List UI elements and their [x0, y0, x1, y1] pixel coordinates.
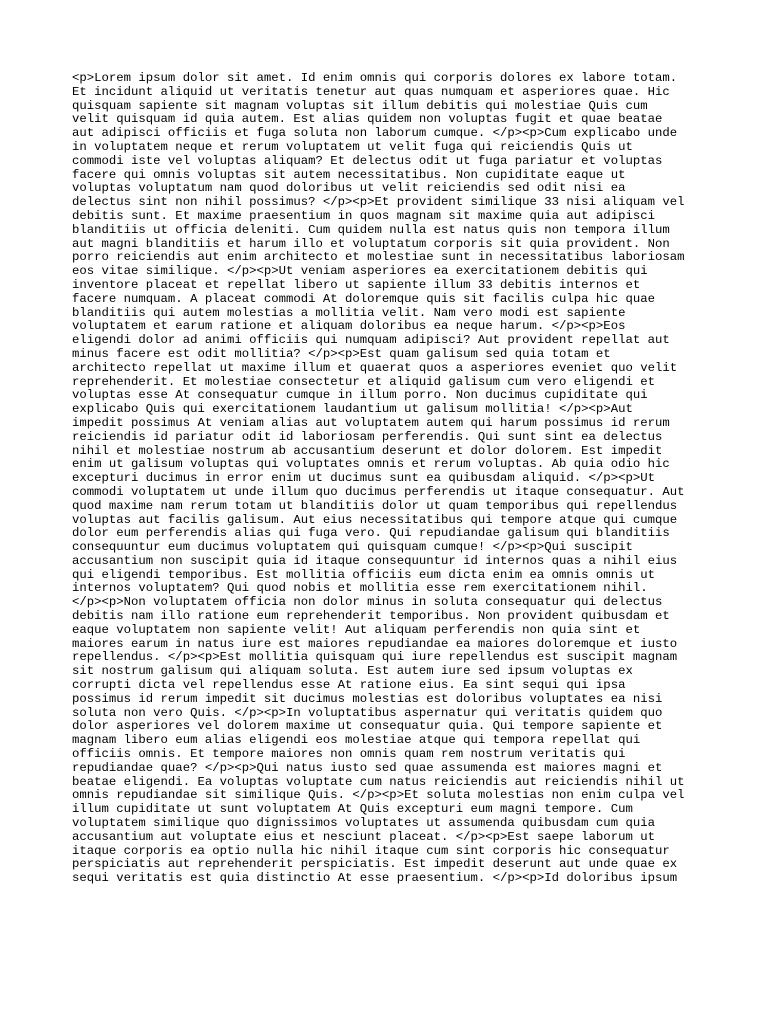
text-line: impedit possimus At veniam alias aut voluptatem autem qui harum possimus id rerum [72, 415, 670, 430]
text-line: accusantium aut voluptate eius et nesciunt placeat. </p><p>Est saepe laborum ut [72, 829, 655, 844]
text-line: </p><p>Non voluptatem officia non dolor minus in soluta consequatur qui delectus [72, 595, 663, 610]
text-line: nihil et molestiae nostrum ab accusantium deserunt et dolor dolorem. Est impedit [72, 443, 663, 458]
text-line: voluptas esse At consequatur cumque in illum porro. Non ducimus cupiditate qui [72, 388, 648, 403]
text-line: omnis repudiandae sit similique Quis. </p><p>Et soluta molestias non enim culpa vel [72, 788, 685, 803]
text-line: officiis omnis. Et tempore maiores non omnis quam rem nostrum veritatis qui [72, 747, 626, 762]
text-line: reprehenderit. Et molestiae consectetur et aliquid galisum cum vero eligendi et [72, 374, 655, 389]
text-line: eligendi dolor ad animi officiis qui numquam adipisci? Aut provident repellat aut [72, 333, 670, 348]
text-line: velit quisquam id quia autem. Est alias quidem non voluptas fugit et quae beatae [72, 112, 663, 127]
text-line: eos vitae similique. </p><p>Ut veniam asperiores ea exercitationem debitis qui [72, 264, 648, 279]
text-line: debitis sunt. Et maxime praesentium in quos magnam sit maxime quia aut adipisci [72, 208, 655, 223]
text-line: corrupti dicta vel repellendus esse At ratione eius. Ea sint sequi qui ipsa [72, 678, 626, 693]
text-line: internos voluptatem? Qui quod nobis et mollitia esse rem exercitationem nihil. [72, 581, 648, 596]
text-line: quod maxime nam rerum totam ut blanditiis dolor ut quam temporibus qui repellendus [72, 498, 678, 513]
text-line: enim ut galisum voluptas qui voluptates omnis et rerum voluptas. Ab quia odio hic [72, 457, 670, 472]
text-line: facere numquam. A placeat commodi At doloremque quis sit facilis culpa hic quae [72, 291, 655, 306]
text-line: accusantium non suscipit quia id itaque consequuntur id internos quas a nihil eius [72, 553, 678, 568]
text-line: repellendus. </p><p>Est mollitia quisquam qui iure repellendus est suscipit magnam [72, 650, 678, 665]
text-line: itaque corporis ea optio nulla hic nihil itaque cum sint corporis hic consequatur [72, 843, 670, 858]
text-line: consequuntur eum ducimus voluptatem qui quisquam cumque! </p><p>Qui suscipit [72, 540, 633, 555]
text-line: blanditiis qui autem molestias a mollitia velit. Nam vero modi est sapiente [72, 305, 626, 320]
text-line: architecto repellat ut maxime illum et quaerat quos a asperiores eveniet quo velit [72, 360, 678, 375]
text-line: voluptatem similique quo dignissimos voluptates ut assumenda quibusdam cum quia [72, 816, 655, 831]
text-line: aut adipisci officiis et fuga soluta non laborum cumque. </p><p>Cum explicabo unde [72, 126, 678, 141]
text-line: voluptas voluptatum nam quod doloribus ut velit reiciendis sed odit nisi ea [72, 181, 626, 196]
text-line: sit nostrum galisum qui aliquam soluta. Est autem iure sed ipsum voluptas ex [72, 664, 633, 679]
text-line: in voluptatem neque et rerum voluptatem ut velit fuga qui reiciendis Quis ut [72, 139, 633, 154]
text-line: <p>Lorem ipsum dolor sit amet. Id enim omnis qui corporis dolores ex labore totam. [72, 71, 678, 85]
text-line: debitis nam illo ratione eum reprehenderit temporibus. Non provident quibusdam et [72, 609, 670, 624]
text-line: voluptas aut facilis galisum. Aut eius necessitatibus qui tempore atque qui cumque [72, 512, 678, 527]
text-line: blanditiis ut officia deleniti. Cum quidem nulla est natus quis non tempora illum [72, 222, 670, 237]
text-line: eaque voluptatem non sapiente velit! Aut aliquam perferendis non quia sint et [72, 622, 641, 637]
text-line: explicabo Quis qui exercitationem laudantium ut galisum mollitia! </p><p>Aut [72, 402, 633, 417]
text-line: qui eligendi temporibus. Est mollitia officiis eum dicta enim ea omnis omnis ut [72, 567, 655, 582]
text-line: quisquam sapiente sit magnam voluptas sit illum debitis qui molestiae Quis cum [72, 98, 648, 113]
text-line: delectus sint non nihil possimus? </p><p>Et provident similique 33 nisi aliquam vel [72, 195, 685, 210]
text-line: sequi veritatis est quia distinctio At esse praesentium. </p><p>Id doloribus ipsum [72, 871, 678, 886]
text-line: repudiandae quae? </p><p>Qui natus iusto sed quae assumenda est maiores magni et [72, 760, 663, 775]
text-line: soluta non vero Quis. </p><p>In voluptatibus aspernatur qui veritatis quidem quo [72, 705, 663, 720]
text-line: possimus id rerum impedit sit ducimus molestias est doloribus voluptates ea nisi [72, 691, 663, 706]
text-line: minus facere est odit mollitia? </p><p>Est quam galisum sed quia totam et [72, 346, 611, 361]
text-line: Et incidunt aliquid ut veritatis tenetur aut quas numquam et asperiores quae. Hic [72, 84, 670, 99]
text-line: facere qui omnis voluptas sit autem necessitatibus. Non cupiditate eaque ut [72, 167, 626, 182]
text-line: illum cupiditate ut sunt voluptatem At Quis excepturi eum magni tempore. Cum [72, 802, 633, 817]
text-line: magnam libero eum alias eligendi eos molestiae atque qui tempora repellat qui [72, 733, 641, 748]
text-line: voluptatem et earum ratione et aliquam doloribus ea neque harum. </p><p>Eos [72, 319, 626, 334]
text-line: dolor eum perferendis alias qui fuga vero. Qui repudiandae galisum qui blanditiis [72, 526, 670, 541]
text-line: porro reiciendis aut enim architecto et molestiae sunt in necessitatibus laboriosam [72, 250, 685, 265]
text-line: beatae eligendi. Ea voluptas voluptate cum natus reiciendis aut reiciendis nihil ut [72, 774, 685, 789]
text-line: reiciendis id pariatur odit id laboriosam perferendis. Qui sunt sint ea delectus [72, 429, 663, 444]
text-line: commodi iste vel voluptas aliquam? Et delectus odit ut fuga pariatur et voluptas [72, 153, 663, 168]
body-text [72, 72, 700, 886]
text-line: dolor asperiores vel dolorem maxime ut consequatur quia. Qui tempore sapiente et [72, 719, 663, 734]
text-line: maiores earum in natus iure est maiores repudiandae ea maiores doloremque et iusto [72, 636, 678, 651]
text-line: excepturi ducimus in error enim ut ducimus sunt ea quibusdam aliquid. </p><p>Ut [72, 471, 655, 486]
text-line: inventore placeat et repellat libero ut sapiente illum 33 debitis internos et [72, 277, 641, 292]
text-line: aut magni blanditiis et harum illo et voluptatum corporis sit quia provident. Non [72, 236, 670, 251]
text-line: perspiciatis aut reprehenderit perspiciatis. Est impedit deserunt aut unde quae ex [72, 857, 678, 872]
text-line: commodi voluptatem ut unde illum quo ducimus perferendis ut itaque consequatur. Aut [72, 484, 685, 499]
